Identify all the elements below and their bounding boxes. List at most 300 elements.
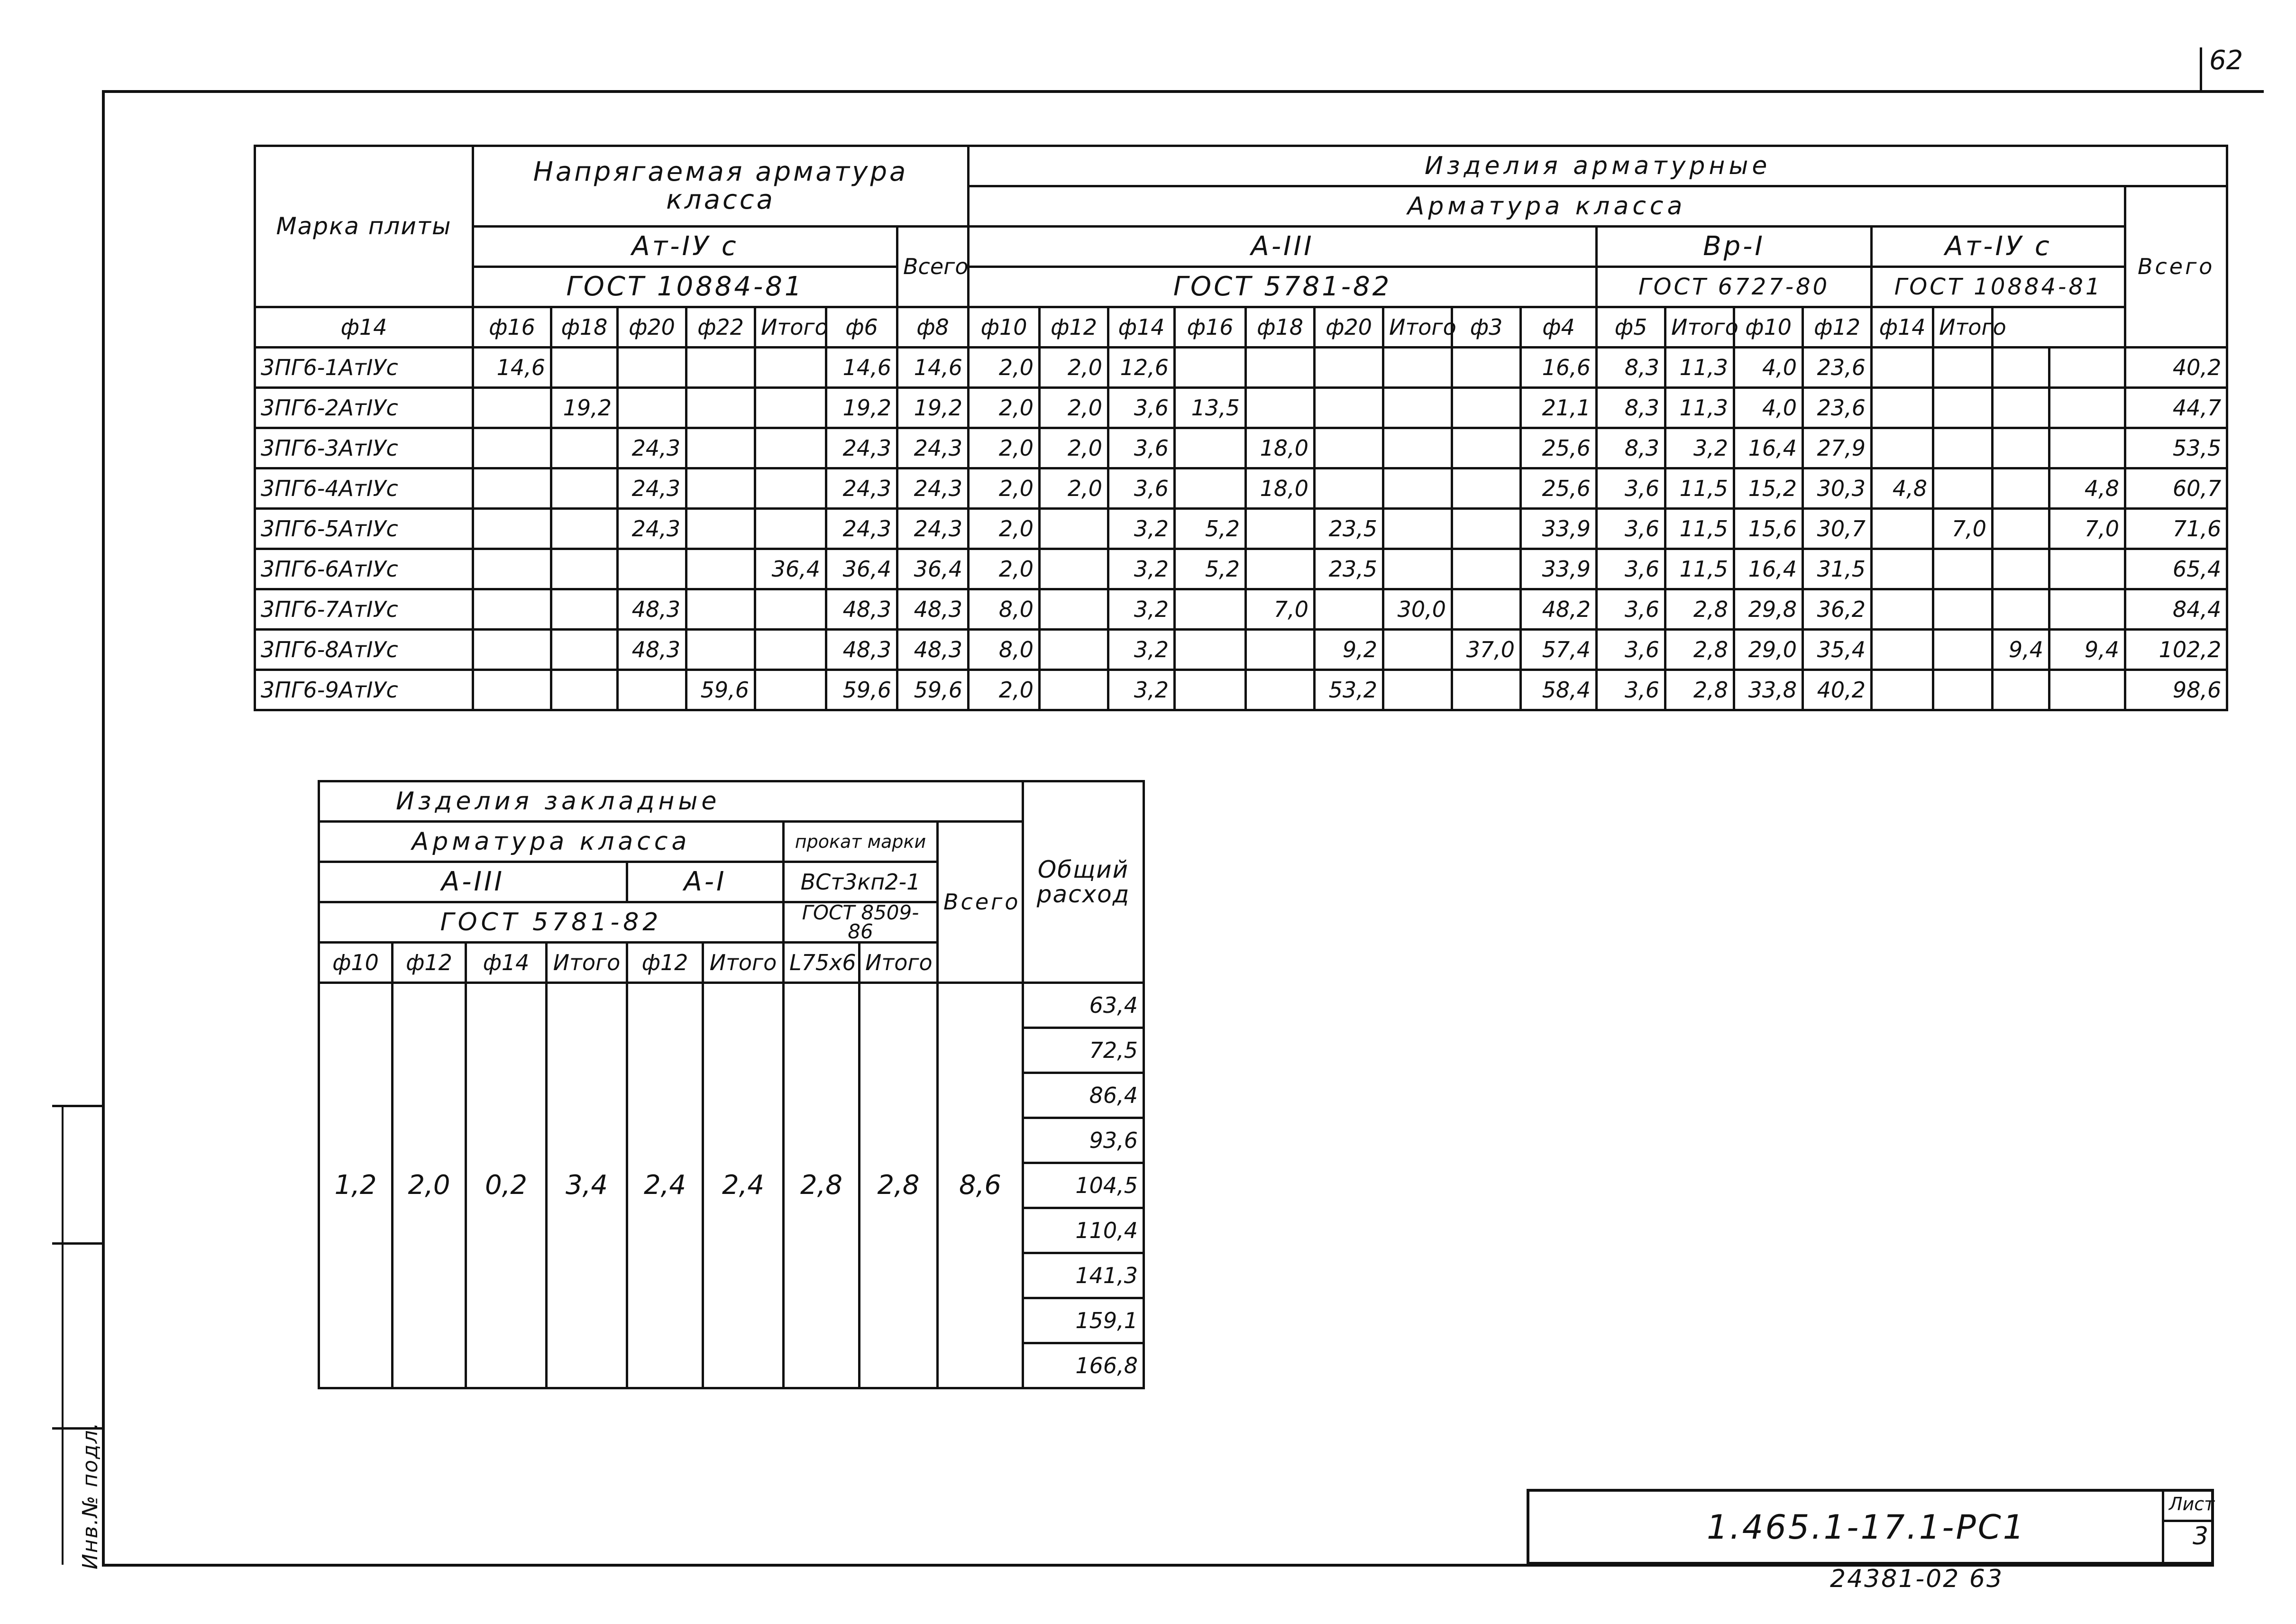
table-cell: 8,0 <box>969 630 1040 670</box>
table-cell: 3,6 <box>1597 509 1665 549</box>
slab-mark: 3ПГ6-2АтIУс <box>255 388 473 428</box>
table-cell <box>1383 468 1452 509</box>
page-number: 62 <box>2209 45 2243 76</box>
gost-at-header: ГОСТ 10884-81 <box>473 267 897 307</box>
table-cell <box>1383 670 1452 710</box>
rolled-gost: ГОСТ 8509-86 <box>784 902 938 943</box>
table-cell: 3,2 <box>1108 589 1175 630</box>
frame-right-marker <box>2200 47 2202 91</box>
table-cell <box>1315 348 1383 388</box>
t2-a3-header: А-III <box>319 862 627 902</box>
table-cell: 16,6 <box>1521 348 1597 388</box>
table-cell: 19,2 <box>551 388 618 428</box>
embedded-header: Изделия закладные <box>319 781 1023 822</box>
gost-at2-header: ГОСТ 10884-81 <box>1872 267 2125 307</box>
table-cell: 24,3 <box>897 509 969 549</box>
table-cell <box>1383 509 1452 549</box>
group-a3-header: А-III <box>969 227 1597 267</box>
table-cell: 24,3 <box>897 428 969 468</box>
table-cell: 9,2 <box>1315 630 1383 670</box>
table-cell: 16,4 <box>1734 428 1803 468</box>
table-cell <box>1175 630 1246 670</box>
table-cell <box>686 468 755 509</box>
table-cell: 3,6 <box>1597 468 1665 509</box>
slab-mark: 3ПГ6-4АтIУс <box>255 468 473 509</box>
table-cell: 19,2 <box>897 388 969 428</box>
group-bp-header: Вр-I <box>1597 227 1872 267</box>
table-cell: 29,0 <box>1734 630 1803 670</box>
table-cell: 23,5 <box>1315 549 1383 589</box>
table-cell <box>1383 348 1452 388</box>
table-cell: 59,6 <box>826 670 897 710</box>
table-cell: 4,8 <box>2049 468 2125 509</box>
table-row <box>255 428 2227 468</box>
table-cell <box>1315 388 1383 428</box>
table-cell: 33,8 <box>1734 670 1803 710</box>
table-cell: 2,0 <box>969 509 1040 549</box>
sheet-number: 3 <box>2193 1522 2209 1551</box>
table-cell: 65,4 <box>2125 549 2227 589</box>
table-cell: 44,7 <box>2125 388 2227 428</box>
table-cell <box>551 670 618 710</box>
table-cell: 30,7 <box>1803 509 1872 549</box>
table-cell: 24,3 <box>826 468 897 509</box>
group-at2-header: Ат-IУ с <box>1872 227 2125 267</box>
table-cell: 2,8 <box>1665 630 1734 670</box>
table-cell <box>551 630 618 670</box>
table-cell <box>686 428 755 468</box>
slab-mark: 3ПГ6-6АтIУс <box>255 549 473 589</box>
table-cell <box>1872 509 1933 549</box>
overall-value: 104,5 <box>1024 1163 1143 1208</box>
table-cell: 33,9 <box>1521 549 1597 589</box>
table-cell <box>1383 428 1452 468</box>
table-cell: 24,3 <box>826 428 897 468</box>
table-cell: 23,6 <box>1803 388 1872 428</box>
table-cell: 36,4 <box>897 549 969 589</box>
table-cell <box>1933 468 1993 509</box>
table-cell: 3,6 <box>1597 589 1665 630</box>
table-cell: 2,8 <box>1665 589 1734 630</box>
diameter-header: ф3 <box>1452 307 1521 348</box>
table-cell: 13,5 <box>1175 388 1246 428</box>
table-cell: 24,3 <box>897 468 969 509</box>
table-cell: 2,0 <box>1040 348 1108 388</box>
slab-mark: 3ПГ6-9АтIУс <box>255 670 473 710</box>
value-cell: 2,8 <box>784 983 860 1388</box>
table-cell: 7,0 <box>1933 509 1993 549</box>
table-cell <box>1933 428 1993 468</box>
table-cell <box>755 589 826 630</box>
table-cell <box>618 388 686 428</box>
table-cell: 21,1 <box>1521 388 1597 428</box>
t2-total-header: Всего <box>938 822 1023 983</box>
table-cell: 3,2 <box>1108 630 1175 670</box>
table-cell <box>473 670 551 710</box>
table-cell: 2,0 <box>969 428 1040 468</box>
table-cell <box>1452 589 1521 630</box>
table-cell: 58,4 <box>1521 670 1597 710</box>
table-cell <box>1872 589 1933 630</box>
table-cell <box>551 549 618 589</box>
table-cell: 27,9 <box>1803 428 1872 468</box>
t2-a1-header: А-I <box>627 862 784 902</box>
table-cell <box>473 468 551 509</box>
table-cell: 18,0 <box>1246 468 1315 509</box>
diameter-header: ф12 <box>1803 307 1872 348</box>
diameter-header: ф12 <box>393 943 466 983</box>
table-cell: 48,3 <box>618 630 686 670</box>
diameter-header: Итого <box>860 943 938 983</box>
sheet-label: Лист <box>2169 1494 2215 1514</box>
table-cell <box>1175 348 1246 388</box>
table-cell: 36,4 <box>826 549 897 589</box>
table-cell <box>1872 670 1933 710</box>
inventory-label: Инв.№ подл. <box>78 1422 102 1569</box>
diameter-header: Итого <box>755 307 826 348</box>
table-cell: 8,3 <box>1597 428 1665 468</box>
diameter-header: Итого <box>703 943 784 983</box>
table-cell: 14,6 <box>473 348 551 388</box>
diameter-header: ф14 <box>1872 307 1933 348</box>
table-cell <box>686 388 755 428</box>
products-header: Изделия арматурные <box>969 146 2227 186</box>
table-cell: 57,4 <box>1521 630 1597 670</box>
table-cell: 7,0 <box>1246 589 1315 630</box>
table-cell: 2,0 <box>1040 468 1108 509</box>
reinforcement-table <box>254 145 2228 711</box>
table-cell: 11,5 <box>1665 468 1734 509</box>
table-cell <box>755 509 826 549</box>
slab-mark: 3ПГ6-1АтIУс <box>255 348 473 388</box>
table-cell <box>1040 630 1108 670</box>
diameter-header: ф14 <box>466 943 547 983</box>
table-cell: 3,2 <box>1108 549 1175 589</box>
table-cell: 2,0 <box>1040 428 1108 468</box>
table-cell: 60,7 <box>2125 468 2227 509</box>
table-cell <box>755 428 826 468</box>
margin-stamp-line <box>62 1105 64 1565</box>
table-cell <box>1452 468 1521 509</box>
overall-values <box>1023 983 1144 1388</box>
table-cell: 2,0 <box>969 549 1040 589</box>
value-cell: 0,2 <box>466 983 547 1388</box>
table-cell: 40,2 <box>2125 348 2227 388</box>
table-cell <box>1246 670 1315 710</box>
overall-value: 159,1 <box>1024 1298 1143 1343</box>
table-cell <box>1452 348 1521 388</box>
table-cell <box>2049 549 2125 589</box>
document-code: 1.465.1-17.1-РС1 <box>1707 1508 2026 1547</box>
table-cell: 11,3 <box>1665 388 1734 428</box>
table-cell: 19,2 <box>826 388 897 428</box>
table-cell: 98,6 <box>2125 670 2227 710</box>
table-cell <box>1040 549 1108 589</box>
diameter-header: Итого <box>1383 307 1452 348</box>
overall-header: Общий расход <box>1023 781 1144 983</box>
table-cell <box>2049 428 2125 468</box>
table-cell <box>1933 549 1993 589</box>
embedded-products-table <box>318 780 1145 1389</box>
list-item <box>1024 1028 1143 1073</box>
diameter-header: ф20 <box>1315 307 1383 348</box>
gost-bp-header: ГОСТ 6727-80 <box>1597 267 1872 307</box>
diameter-header: ф5 <box>1597 307 1665 348</box>
diameter-header: ф12 <box>627 943 703 983</box>
table-cell: 18,0 <box>1246 428 1315 468</box>
table-cell: 9,4 <box>2049 630 2125 670</box>
table-cell <box>1452 509 1521 549</box>
table-cell <box>1452 428 1521 468</box>
diameter-header: ф18 <box>1246 307 1315 348</box>
overall-value: 93,6 <box>1024 1118 1143 1163</box>
table-cell <box>473 509 551 549</box>
table-cell: 37,0 <box>1452 630 1521 670</box>
slab-mark: 3ПГ6-7АтIУс <box>255 589 473 630</box>
list-item <box>1024 1298 1143 1343</box>
diameter-header: ф22 <box>686 307 755 348</box>
table-row <box>255 468 2227 509</box>
table-cell: 3,6 <box>1108 468 1175 509</box>
table-cell: 25,6 <box>1521 428 1597 468</box>
table-cell <box>1993 589 2049 630</box>
table-cell: 4,0 <box>1734 348 1803 388</box>
table-cell: 102,2 <box>2125 630 2227 670</box>
gost-a3-header: ГОСТ 5781-82 <box>969 267 1597 307</box>
diameter-header: ф18 <box>551 307 618 348</box>
table-cell <box>1040 589 1108 630</box>
table-cell: 16,4 <box>1734 549 1803 589</box>
table-cell <box>1246 509 1315 549</box>
table-cell: 15,6 <box>1734 509 1803 549</box>
table-cell <box>551 589 618 630</box>
table-cell: 23,6 <box>1803 348 1872 388</box>
overall-list <box>1024 984 1143 1387</box>
table-cell: 5,2 <box>1175 549 1246 589</box>
table-cell <box>686 549 755 589</box>
table-row <box>255 589 2227 630</box>
table-cell <box>1383 549 1452 589</box>
grand-total-header: Всего <box>2125 186 2227 348</box>
table-cell <box>551 468 618 509</box>
table-cell: 3,6 <box>1108 388 1175 428</box>
diameter-header: ф20 <box>618 307 686 348</box>
table-cell: 4,0 <box>1734 388 1803 428</box>
diameter-header: Итого <box>1665 307 1734 348</box>
table-cell: 48,2 <box>1521 589 1597 630</box>
table-cell: 36,2 <box>1803 589 1872 630</box>
table-cell <box>1872 549 1933 589</box>
overall-value: 63,4 <box>1024 984 1143 1028</box>
table-cell <box>755 670 826 710</box>
table-cell <box>473 630 551 670</box>
table-cell: 30,3 <box>1803 468 1872 509</box>
table-cell: 2,0 <box>969 348 1040 388</box>
table-cell <box>551 428 618 468</box>
archive-number: 24381-02 63 <box>1830 1565 2004 1593</box>
table-row <box>255 348 2227 388</box>
table-cell <box>1933 630 1993 670</box>
diameter-header: Итого <box>547 943 627 983</box>
table-row <box>255 630 2227 670</box>
table-cell <box>473 388 551 428</box>
table-cell: 48,3 <box>826 630 897 670</box>
slab-mark: 3ПГ6-5АтIУс <box>255 509 473 549</box>
table-cell: 14,6 <box>897 348 969 388</box>
table-cell: 7,0 <box>2049 509 2125 549</box>
table-cell <box>1872 630 1933 670</box>
table-cell: 2,0 <box>969 670 1040 710</box>
table-cell: 35,4 <box>1803 630 1872 670</box>
table-cell: 8,3 <box>1597 348 1665 388</box>
table-row <box>255 509 2227 549</box>
margin-stamp-line <box>52 1105 104 1107</box>
list-item <box>1024 1208 1143 1253</box>
table-cell <box>1175 428 1246 468</box>
diameter-header: ф6 <box>826 307 897 348</box>
table-cell: 11,3 <box>1665 348 1734 388</box>
overall-value: 110,4 <box>1024 1208 1143 1253</box>
table-cell <box>1993 348 2049 388</box>
table-cell <box>755 348 826 388</box>
table-cell <box>1040 509 1108 549</box>
table-cell <box>686 630 755 670</box>
table-cell <box>1933 589 1993 630</box>
pre-total-header: Всего <box>897 227 969 307</box>
table-cell: 36,4 <box>755 549 826 589</box>
table-cell <box>1246 549 1315 589</box>
table-cell <box>1993 509 2049 549</box>
table-cell <box>755 630 826 670</box>
diameter-header: ф16 <box>473 307 551 348</box>
table-cell: 30,0 <box>1383 589 1452 630</box>
table-cell: 15,2 <box>1734 468 1803 509</box>
diameter-header: ф4 <box>1521 307 1597 348</box>
diameter-header: L75x6 <box>784 943 860 983</box>
table-cell: 8,3 <box>1597 388 1665 428</box>
table-cell <box>1993 428 2049 468</box>
table-cell: 25,6 <box>1521 468 1597 509</box>
mark-header: Марка плиты <box>255 146 473 307</box>
table-cell <box>1452 388 1521 428</box>
table-cell: 3,2 <box>1108 670 1175 710</box>
table-cell: 24,3 <box>618 468 686 509</box>
table-cell: 23,5 <box>1315 509 1383 549</box>
table-cell <box>618 348 686 388</box>
title-block-divider <box>2162 1489 2164 1565</box>
diameter-header: ф14 <box>255 307 473 348</box>
table-cell <box>1315 428 1383 468</box>
table-cell: 11,5 <box>1665 509 1734 549</box>
table-cell: 3,2 <box>1665 428 1734 468</box>
slab-mark: 3ПГ6-3АтIУс <box>255 428 473 468</box>
table-cell <box>1993 388 2049 428</box>
table-cell <box>618 670 686 710</box>
margin-stamp-line <box>52 1242 104 1245</box>
t2-class-header: Арматура класса <box>319 822 784 862</box>
value-cell: 8,6 <box>938 983 1023 1388</box>
table-cell <box>1175 670 1246 710</box>
table-cell <box>1933 388 1993 428</box>
list-item <box>1024 984 1143 1028</box>
table-cell <box>1315 468 1383 509</box>
table-cell <box>1246 348 1315 388</box>
table-cell <box>618 549 686 589</box>
list-item <box>1024 1118 1143 1163</box>
diameter-header: ф16 <box>1175 307 1246 348</box>
table-cell: 3,6 <box>1108 428 1175 468</box>
table-cell <box>1452 549 1521 589</box>
table-cell: 84,4 <box>2125 589 2227 630</box>
table-cell <box>551 348 618 388</box>
table-cell: 48,3 <box>826 589 897 630</box>
t2-gost-header: ГОСТ 5781-82 <box>319 902 784 943</box>
table-cell: 53,2 <box>1315 670 1383 710</box>
table-cell <box>473 549 551 589</box>
table-cell: 40,2 <box>1803 670 1872 710</box>
table-cell: 48,3 <box>618 589 686 630</box>
list-item <box>1024 1253 1143 1298</box>
table-cell: 29,8 <box>1734 589 1803 630</box>
table-cell: 24,3 <box>618 509 686 549</box>
table-cell <box>2049 670 2125 710</box>
table-cell: 24,3 <box>826 509 897 549</box>
table-cell <box>755 468 826 509</box>
table-cell: 24,3 <box>618 428 686 468</box>
table-cell <box>1933 670 1993 710</box>
table-cell: 71,6 <box>2125 509 2227 549</box>
table-cell <box>686 509 755 549</box>
table-row <box>255 388 2227 428</box>
table-cell <box>2049 348 2125 388</box>
table-cell: 2,0 <box>969 388 1040 428</box>
table-cell <box>1452 670 1521 710</box>
value-cell: 2,8 <box>860 983 938 1388</box>
group-at-header: Ат-IУ с <box>473 227 897 267</box>
table-cell: 48,3 <box>897 630 969 670</box>
table-cell <box>1246 630 1315 670</box>
table-cell: 59,6 <box>897 670 969 710</box>
value-cell: 3,4 <box>547 983 627 1388</box>
table-cell: 2,0 <box>969 468 1040 509</box>
frame-top-border <box>102 90 2264 93</box>
diameter-header: ф14 <box>1108 307 1175 348</box>
table-row <box>255 549 2227 589</box>
table-cell <box>1175 589 1246 630</box>
table-cell <box>686 589 755 630</box>
list-item <box>1024 1163 1143 1208</box>
table-cell <box>2049 388 2125 428</box>
table-cell <box>755 388 826 428</box>
frame-left-border <box>102 90 105 1565</box>
value-cell: 2,4 <box>627 983 703 1388</box>
overall-value: 141,3 <box>1024 1253 1143 1298</box>
table-cell <box>1993 468 2049 509</box>
table-cell <box>1175 468 1246 509</box>
diameter-header: ф12 <box>1040 307 1108 348</box>
table-cell <box>1383 630 1452 670</box>
overall-value: 72,5 <box>1024 1028 1143 1073</box>
table-cell: 14,6 <box>826 348 897 388</box>
table-cell <box>1315 589 1383 630</box>
overall-value: 86,4 <box>1024 1073 1143 1118</box>
slab-mark: 3ПГ6-8АтIУс <box>255 630 473 670</box>
table-cell: 8,0 <box>969 589 1040 630</box>
table-cell: 2,8 <box>1665 670 1734 710</box>
list-item <box>1024 1073 1143 1118</box>
table-cell <box>1872 388 1933 428</box>
table-cell <box>1872 348 1933 388</box>
